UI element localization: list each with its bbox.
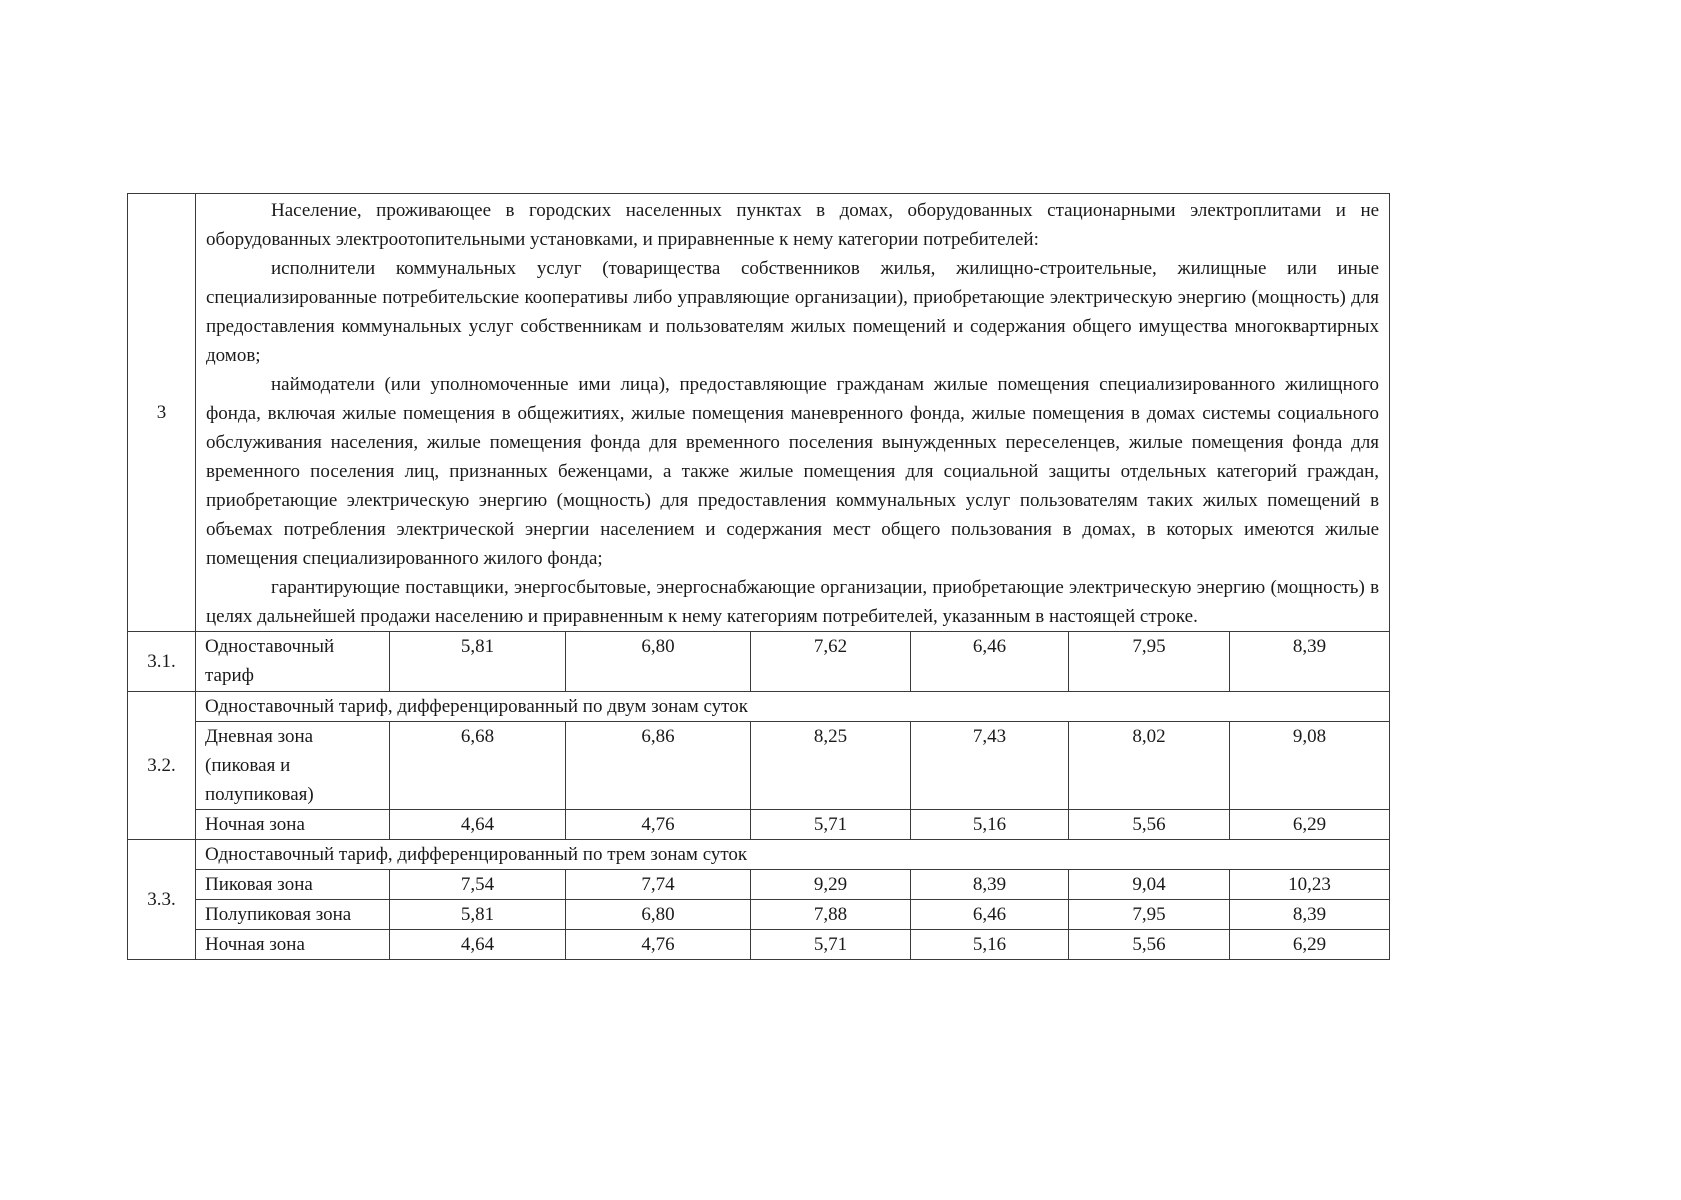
tariff-value: 6,68 — [390, 722, 566, 810]
tariff-value: 8,25 — [751, 722, 911, 810]
tariff-value: 8,39 — [911, 870, 1069, 900]
row-label: Дневная зона (пиковая и полупиковая) — [196, 722, 390, 810]
tariff-value: 5,81 — [390, 900, 566, 930]
table-row — [128, 930, 1390, 960]
row-subheader: Одноставочный тариф, дифференцированный по двум зонам суток — [196, 692, 1390, 722]
tariff-value: 8,39 — [1230, 900, 1390, 930]
tariff-value: 7,88 — [751, 900, 911, 930]
tariff-value: 7,54 — [390, 870, 566, 900]
tariff-value: 10,23 — [1230, 870, 1390, 900]
tariff-value: 7,95 — [1069, 900, 1230, 930]
tariff-value: 7,62 — [751, 632, 911, 692]
section-number: 3 — [128, 194, 196, 632]
tariff-value: 4,76 — [566, 810, 751, 840]
tariff-value: 6,86 — [566, 722, 751, 810]
tariff-value: 6,29 — [1230, 810, 1390, 840]
table-row — [128, 632, 1390, 692]
row-label: Ночная зона — [196, 930, 390, 960]
tariff-value: 9,29 — [751, 870, 911, 900]
table-row — [128, 692, 1390, 722]
section-paragraph: наймодатели (или уполномоченные ими лица), предоставляющие гражданам жилые помещения специализированного жилищного фонда, включая жилые помещения в общежитиях, жилые помещения маневренного фонда, жилые помещения в домах системы социального обслуживания населения, жилые помещения фонда для временного поселения вынужденных переселенцев, жилые помещения фонда для временного поселения лиц, признанных беженцами, а также жилые помещения для социальной защиты отдельных категорий граждан, приобретающие электрическую энергию (мощность) для предоставления коммунальных услуг пользователям таких жилых помещений в объемах потребления электрической энергии населением и содержания мест общего пользования в домах, в которых имеются жилые помещения специализированного жилого фонда; — [206, 374, 1380, 569]
tariff-value: 8,39 — [1230, 632, 1390, 692]
tariff-value: 5,71 — [751, 930, 911, 960]
tariff-value: 7,43 — [911, 722, 1069, 810]
tariff-value: 6,80 — [566, 632, 751, 692]
table-row — [128, 722, 1390, 810]
row-number: 3.3. — [128, 840, 196, 960]
row-label: Пиковая зона — [196, 870, 390, 900]
tariff-value: 5,16 — [911, 930, 1069, 960]
section-3-row — [128, 194, 1390, 632]
tariff-value: 5,56 — [1069, 930, 1230, 960]
tariff-value: 6,29 — [1230, 930, 1390, 960]
tariff-value: 9,04 — [1069, 870, 1230, 900]
row-subheader: Одноставочный тариф, дифференцированный по трем зонам суток — [196, 840, 1390, 870]
row-label: Одноставочный тариф — [196, 632, 390, 692]
tariff-value: 4,64 — [390, 810, 566, 840]
table-row — [128, 810, 1390, 840]
tariff-value: 7,74 — [566, 870, 751, 900]
tariff-value: 6,46 — [911, 632, 1069, 692]
tariff-table — [127, 193, 1390, 960]
table-row — [128, 900, 1390, 930]
tariff-value: 7,95 — [1069, 632, 1230, 692]
section-description — [196, 194, 1390, 632]
tariff-value: 4,76 — [566, 930, 751, 960]
table-row — [128, 870, 1390, 900]
tariff-value: 4,64 — [390, 930, 566, 960]
tariff-value: 5,71 — [751, 810, 911, 840]
tariff-value: 6,80 — [566, 900, 751, 930]
row-label: Ночная зона — [196, 810, 390, 840]
tariff-value: 9,08 — [1230, 722, 1390, 810]
tariff-value: 5,56 — [1069, 810, 1230, 840]
section-paragraph: Население, проживающее в городских населенных пунктах в домах, оборудованных стационарными электроплитами и не оборудованных электроотопительными установками, и приравненные к нему категории потребителей: — [206, 200, 1380, 250]
table-row — [128, 840, 1390, 870]
row-label: Полупиковая зона — [196, 900, 390, 930]
section-paragraph: исполнители коммунальных услуг (товарищества собственников жилья, жилищно-строительные, жилищные или иные специализированные потребительские кооперативы либо управляющие организации), приобретающие электрическую энергию (мощность) для предоставления коммунальных услуг собственникам и пользователям жилых помещений и содержания общего имущества многоквартирных домов; — [206, 258, 1380, 366]
row-number: 3.1. — [128, 632, 196, 692]
tariff-value: 6,46 — [911, 900, 1069, 930]
tariff-value: 5,16 — [911, 810, 1069, 840]
tariff-value: 8,02 — [1069, 722, 1230, 810]
tariff-value: 5,81 — [390, 632, 566, 692]
section-paragraph: гарантирующие поставщики, энергосбытовые, энергоснабжающие организации, приобретающие электрическую энергию (мощность) в целях дальнейшей продажи населению и приравненным к нему категориям потребителей, указанным в настоящей строке. — [206, 577, 1380, 627]
row-number: 3.2. — [128, 692, 196, 840]
